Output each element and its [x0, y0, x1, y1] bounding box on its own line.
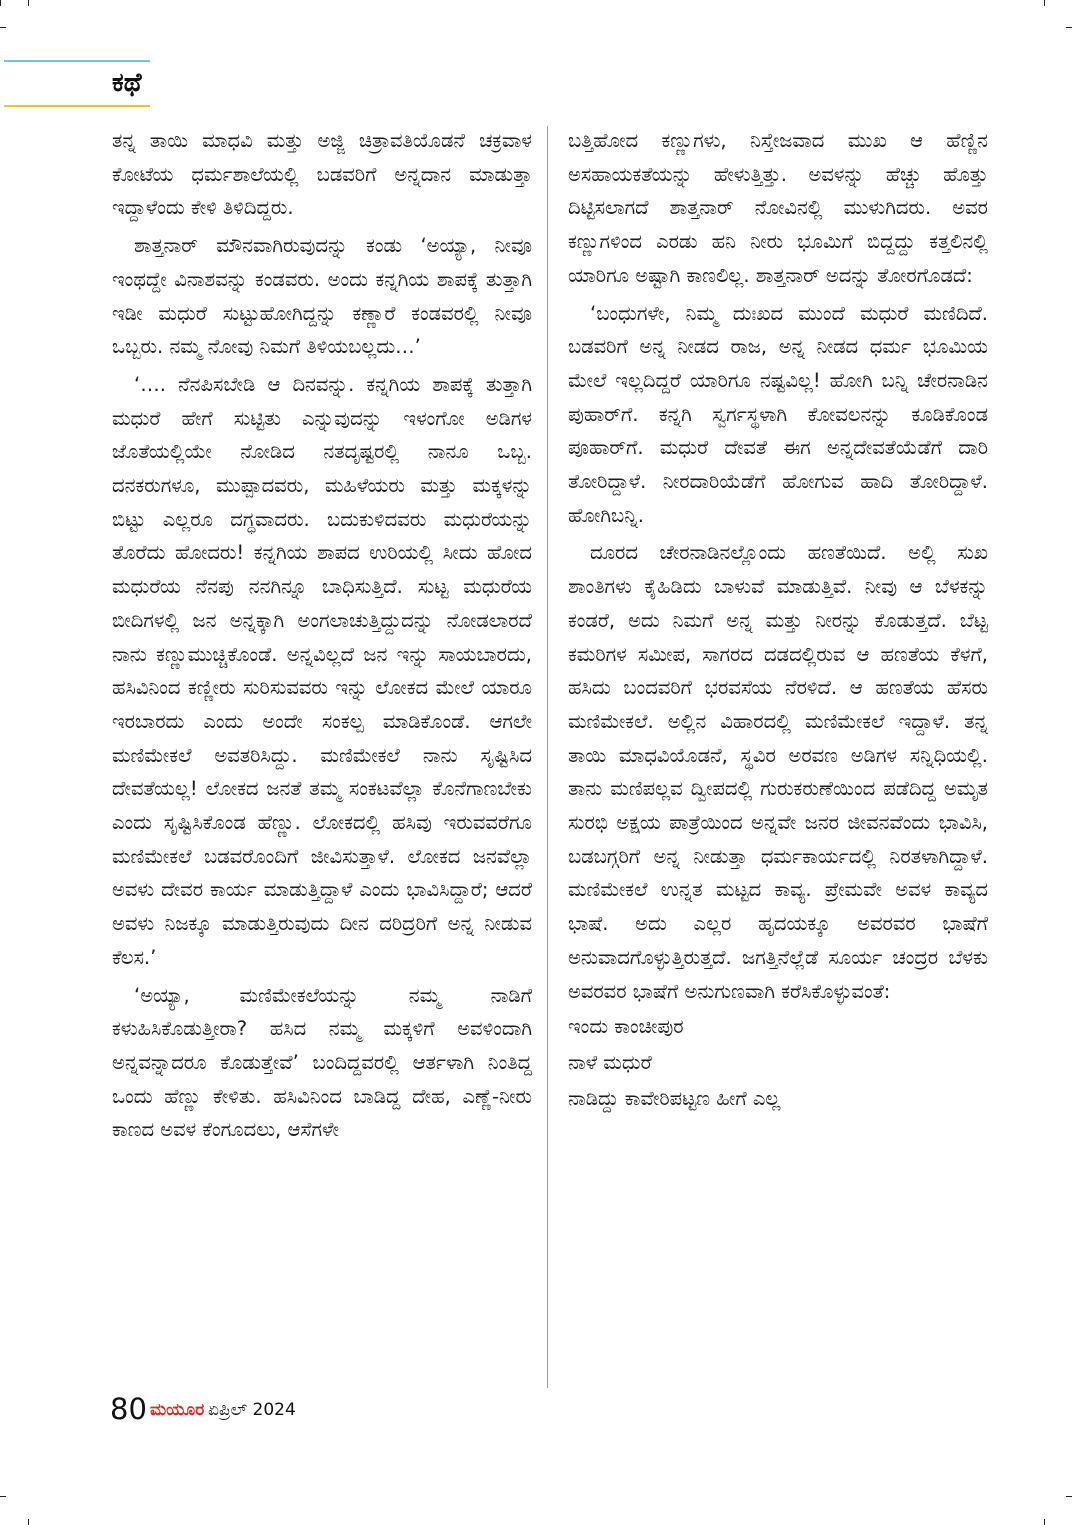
page-number: 80 — [110, 1392, 147, 1426]
crop-mark — [1044, 0, 1045, 6]
header-rule-bottom — [4, 105, 150, 107]
crop-mark — [28, 1519, 29, 1525]
verse-line: ಇಂದು ಕಾಂಚೀಪುರ — [568, 1015, 684, 1039]
header-rule-top — [4, 60, 150, 62]
paragraph: ದೂರದ ಚೇರನಾಡಿನಲ್ಲೊಂದು ಹಣತೆಯಿದೆ. ಅಲ್ಲಿ ಸುಖ ಶಾಂತಿಗಳು ಕೈಹಿಡಿದು ಬಾಳುವೆ ಮಾಡುತ್ತಿವೆ. ನೀವು ಆ ಬೆಳಕನ್ನು ಕಂಡರೆ, ಅದು ನಿಮಗೆ ಅನ್ನ ಮತ್ತು ನೀರನ್ನು ಕೊಡುತ್ತದೆ. ಬೆಟ್ಟ ಕಮರಿಗಳ ಸಮೀಪ, ಸಾಗರದ ದಡದಲ್ಲಿರುವ ಆ ಹಣತೆಯ ಕೆಳಗೆ, ಹಸಿದು ಬಂದವರಿಗೆ ಭರವಸೆಯ ನೆರಳಿದೆ. ಆ ಹಣತೆಯ ಹೆಸರು ಮಣಿಮೇಕಲೆ. ಅಲ್ಲಿನ ವಿಹಾರದಲ್ಲಿ ಮಣಿಮೇಕಲೆ ಇದ್ದಾಳೆ. ತನ್ನ ತಾಯಿ ಮಾಧವಿಯೊಡನೆ, ಸ್ಥವಿರ ಅರವಣ ಅಡಿಗಳ ಸನ್ನಿಧಿಯಲ್ಲಿ. ತಾನು ಮಣಿಪಲ್ಲವ ದ್ವೀಪದಲ್ಲಿ ಗುರುಕರುಣೆಯಿಂದ ಪಡೆದಿದ್ದ ಅಮೃತ ಸುರಭಿ ಅಕ್ಷಯ ಪಾತ್ರೆಯಿಂದ ಅನ್ನವೇ ಜನರ ಜೀವನವೆಂದು ಭಾವಿಸಿ, ಬಡಬಗ್ಗರಿಗೆ ಅನ್ನ ನೀಡುತ್ತಾ ಧರ್ಮಕಾರ್ಯದಲ್ಲಿ ನಿರತಳಾಗಿದ್ದಾಳೆ. ಮಣಿಮೇಕಲೆ ಉನ್ನತ ಮಟ್ಟದ ಕಾವ್ಯ. ಪ್ರೇಮವೇ ಅವಳ ಕಾವ್ಯದ ಭಾಷೆ. ಅದು ಎಲ್ಲರ ಹೃದಯಕ್ಕೂ ಅವರವರ ಭಾಷೆಗೆ ಅನುವಾದಗೊಳ್ಳುತ್ತಿರುತ್ತದೆ. ಜಗತ್ತಿನೆಲ್ಲೆಡೆ ಸೂರ್ಯ ಚಂದ್ರರ ಬೆಳಕು ಅವರವರ ಭಾಷೆಗೆ ಅನುಗುಣವಾಗಿ ಕರೆಸಿಕೊಳ್ಳುವಂತೆ: — [568, 541, 988, 1003]
crop-mark — [28, 0, 29, 6]
column-divider — [547, 126, 548, 1388]
section-title: ಕಥೆ — [112, 68, 142, 98]
left-column — [112, 124, 532, 1147]
right-column — [568, 124, 988, 1115]
verse-line: ನಾಡಿದ್ದು ಕಾವೇರಿಪಟ್ಟಣ ಹೀಗೆ ಎಲ್ಲ — [568, 1086, 781, 1110]
paragraph: ತನ್ನ ತಾಯಿ ಮಾಧವಿ ಮತ್ತು ಅಜ್ಜಿ ಚಿತ್ರಾವತಿಯೊಡನೆ ಚಕ್ರವಾಳ ಕೋಟೆಯ ಧರ್ಮಶಾಲೆಯಲ್ಲಿ ಬಡವರಿಗೆ ಅನ್ನದಾನ ಮಾಡುತ್ತಾ ಇದ್ದಾಳೆಂದು ಕೇಳಿ ತಿಳಿದಿದ್ದರು. — [112, 129, 532, 220]
crop-mark — [0, 0, 1, 6]
crop-mark — [0, 27, 6, 28]
crop-mark — [1066, 27, 1072, 28]
issue-date: ಏಪ್ರಿಲ್ 2024 — [208, 1400, 296, 1420]
crop-mark — [1044, 1519, 1045, 1525]
crop-mark — [1066, 1496, 1072, 1497]
paragraph: ‘ಅಯ್ಯಾ, ಮಣಿಮೇಕಲೆಯನ್ನು ನಮ್ಮ ನಾಡಿಗೆ ಕಳುಹಿಸಿಕೊಡುತ್ತೀರಾ? ಹಸಿದ ನಮ್ಮ ಮಕ್ಕಳಿಗೆ ಅವಳಿಂದಾಗಿ ಅನ್ನವನ್ನಾದರೂ ಕೊಡುತ್ತೇವೆ’ ಬಂದಿದ್ದವರಲ್ಲಿ ಆರ್ತಳಾಗಿ ನಿಂತಿದ್ದ ಒಂದು ಹೆಣ್ಣು ಕೇಳಿತು. ಹಸಿವಿನಿಂದ ಬಾಡಿದ್ದ ದೇಹ, ಎಣ್ಣೆ-ನೀರು ಕಾಣದ ಅವಳ ಕೆಂಗೂದಲು, ಆಸೆಗಳೇ — [112, 983, 532, 1142]
paragraph: ‘…. ನೆನಪಿಸಬೇಡಿ ಆ ದಿನವನ್ನು. ಕನ್ನಗಿಯ ಶಾಪಕ್ಕೆ ತುತ್ತಾಗಿ ಮಧುರೆ ಹೇಗೆ ಸುಟ್ಟಿತು ಎನ್ನುವುದನ್ನು ಇಳಂಗೋ ಅಡಿಗಳ ಜೊತೆಯಲ್ಲಿಯೇ ನೋಡಿದ ನತದೃಷ್ಟರಲ್ಲಿ ನಾನೂ ಒಬ್ಬ. ದನಕರುಗಳೂ, ಮುಪ್ಪಾದವರು, ಮಹಿಳೆಯರು ಮತ್ತು ಮಕ್ಕಳನ್ನು ಬಿಟ್ಟು ಎಲ್ಲರೂ ದಗ್ಧವಾದರು. ಬದುಕುಳಿದವರು ಮಧುರೆಯನ್ನು ತೊರೆದು ಹೋದರು! ಕನ್ನಗಿಯ ಶಾಪದ ಉರಿಯಲ್ಲಿ ಸೀದು ಹೋದ ಮಧುರೆಯ ನೆನಪು ನನಗಿನ್ನೂ ಬಾಧಿಸುತ್ತಿದೆ. ಸುಟ್ಟ ಮಧುರೆಯ ಬೀದಿಗಳಲ್ಲಿ ಜನ ಅನ್ನಕ್ಕಾಗಿ ಅಂಗಲಾಚುತ್ತಿದ್ದುದನ್ನು ನೋಡಲಾರದೆ ನಾನು ಕಣ್ಣುಮುಚ್ಚಿಕೊಂಡೆ. ಅನ್ನವಿಲ್ಲದೆ ಜನ ಇನ್ನು ಸಾಯಬಾರದು, ಹಸಿವಿನಿಂದ ಕಣ್ಣೀರು ಸುರಿಸುವವರು ಇನ್ನು ಲೋಕದ ಮೇಲೆ ಯಾರೂ ಇರಬಾರದು ಎಂದು ಅಂದೇ ಸಂಕಲ್ಪ ಮಾಡಿಕೊಂಡೆ. ಆಗಲೇ ಮಣಿಮೇಕಲೆ ಅವತರಿಸಿದ್ದು. ಮಣಿಮೇಕಲೆ ನಾನು ಸೃಷ್ಟಿಸಿದ ದೇವತೆಯಲ್ಲ! ಲೋಕದ ಜನತೆ ತಮ್ಮ ಸಂಕಟವೆಲ್ಲಾ ಕೊನೆಗಾಣಬೇಕು ಎಂದು ಸೃಷ್ಟಿಸಿಕೊಂಡ ಹೆಣ್ಣು. ಲೋಕದಲ್ಲಿ ಹಸಿವು ಇರುವವರೆಗೂ ಮಣಿಮೇಕಲೆ ಬಡವರೊಂದಿಗೆ ಜೀವಿಸುತ್ತಾಳೆ. ಲೋಕದ ಜನವೆಲ್ಲಾ ಅವಳು ದೇವರ ಕಾರ್ಯ ಮಾಡುತ್ತಿದ್ದಾಳೆ ಎಂದು ಭಾವಿಸಿದ್ದಾರೆ; ಆದರೆ ಅವಳು ನಿಜಕ್ಕೂ ಮಾಡುತ್ತಿರುವುದು ದೀನ ದರಿದ್ರರಿಗೆ ಅನ್ನ ನೀಡುವ ಕೆಲಸ.’ — [112, 372, 532, 969]
verse-line: ನಾಳೆ ಮಧುರೆ — [568, 1050, 652, 1074]
crop-mark — [0, 1496, 6, 1497]
paragraph: ‘ಬಂಧುಗಳೇ, ನಿಮ್ಮ ದುಃಖದ ಮುಂದೆ ಮಧುರೆ ಮಣಿದಿದೆ. ಬಡವರಿಗೆ ಅನ್ನ ನೀಡದ ರಾಜ, ಅನ್ನ ನೀಡದ ಧರ್ಮ ಭೂಮಿಯ ಮೇಲೆ ಇಲ್ಲದಿದ್ದರೆ ಯಾರಿಗೂ ನಷ್ಟವಿಲ್ಲ! ಹೋಗಿ ಬನ್ನಿ ಚೇರನಾಡಿನ ಪುಹಾರ್‌ಗೆ. ಕನ್ನಗಿ ಸ್ವರ್ಗಸ್ಥಳಾಗಿ ಕೋವಲನನ್ನು ಕೂಡಿಕೊಂಡ ಪೂಹಾರ್‌ಗೆ. ಮಧುರೆ ದೇವತೆ ಈಗ ಅನ್ನದೇವತೆಯೆಡೆಗೆ ದಾರಿ ತೋರಿದ್ದಾಳೆ. ನೀರದಾರಿಯೆಡೆಗೆ ಹೋಗುವ ಹಾದಿ ತೋರಿದ್ದಾಳೆ. ಹೋಗಿಬನ್ನಿ. — [568, 301, 988, 527]
magazine-logo: ಮಯೂರ — [150, 1400, 205, 1420]
paragraph: ಶಾತ್ತನಾರ್ ಮೌನವಾಗಿರುವುದನ್ನು ಕಂಡು ‘ಅಯ್ಯಾ, ನೀವೂ ಇಂಥದ್ದೇ ವಿನಾಶವನ್ನು ಕಂಡವರು. ಅಂದು ಕನ್ನಗಿಯ ಶಾಪಕ್ಕೆ ತುತ್ತಾಗಿ ಇಡೀ ಮಧುರೆ ಸುಟ್ಟುಹೋಗಿದ್ದನ್ನು ಕಣ್ಣಾರೆ ಕಂಡವರಲ್ಲಿ ನೀವೂ ಒಬ್ಬರು. ನಮ್ಮ ನೋವು ನಿಮಗೆ ತಿಳಿಯಬಲ್ಲದು…’ — [112, 234, 532, 359]
paragraph: ಬತ್ತಿಹೋದ ಕಣ್ಣುಗಳು, ನಿಸ್ತೇಜವಾದ ಮುಖ ಆ ಹೆಣ್ಣಿನ ಅಸಹಾಯಕತೆಯನ್ನು ಹೇಳುತ್ತಿತ್ತು. ಅವಳನ್ನು ಹೆಚ್ಚು ಹೊತ್ತು ದಿಟ್ಟಿಸಲಾಗದೆ ಶಾತ್ತನಾರ್ ನೋವಿನಲ್ಲಿ ಮುಳುಗಿದರು. ಅವರ ಕಣ್ಣುಗಳಿಂದ ಎರಡು ಹನಿ ನೀರು ಭೂಮಿಗೆ ಬಿದ್ದದ್ದು ಕತ್ತಲಿನಲ್ಲಿ ಯಾರಿಗೂ ಅಷ್ಟಾಗಿ ಕಾಣಲಿಲ್ಲ. ಶಾತ್ತನಾರ್ ಅದನ್ನು ತೋರಗೊಡದೆ: — [568, 129, 988, 287]
